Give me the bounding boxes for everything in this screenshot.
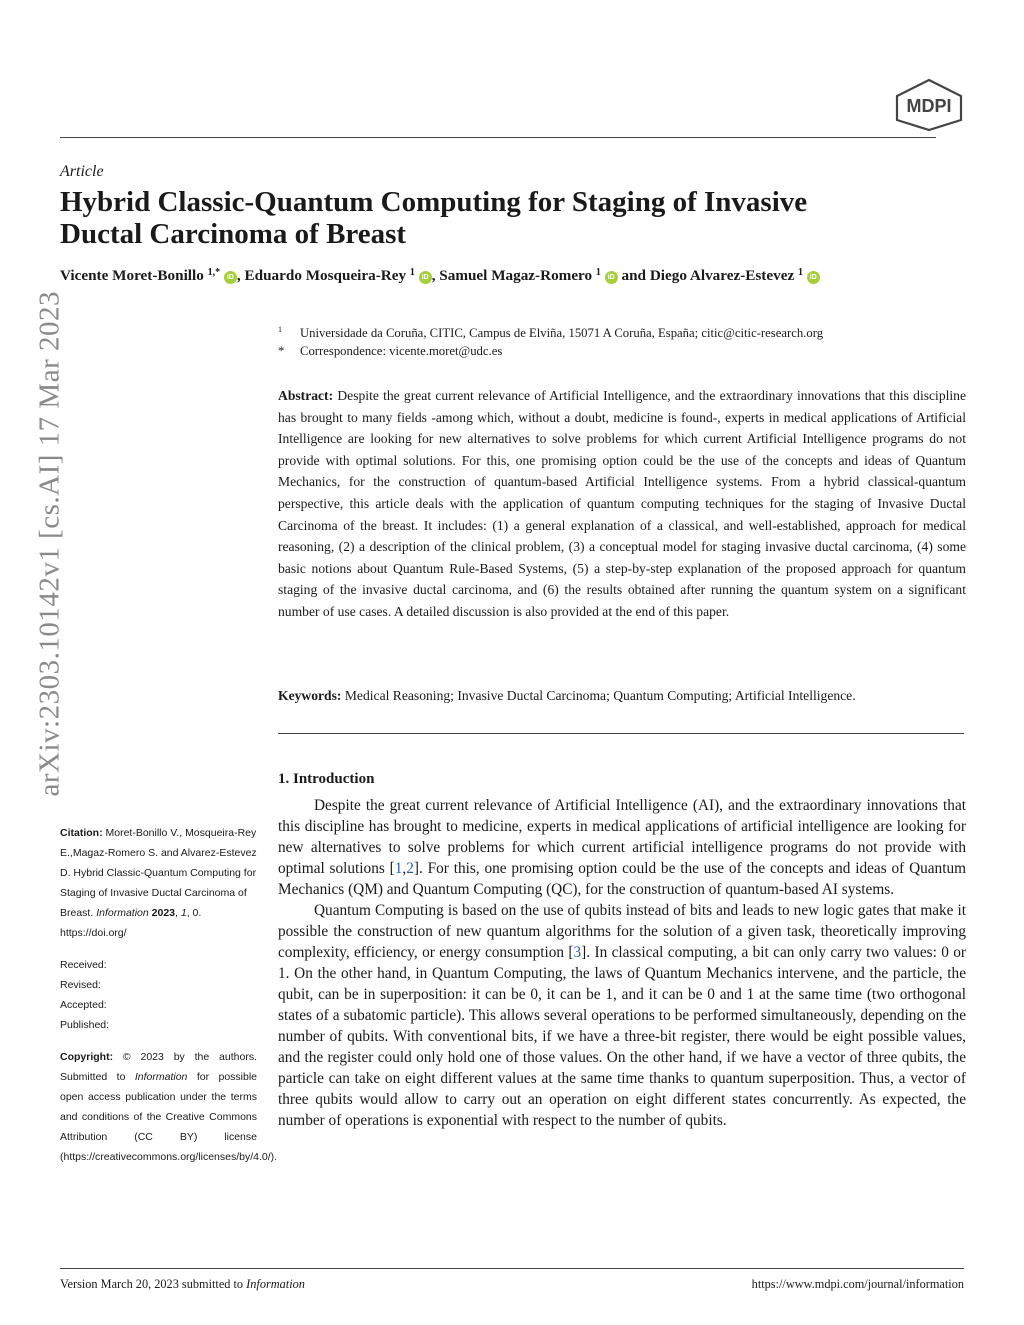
keywords-text: Medical Reasoning; Invasive Ductal Carcinoma; Quantum Computing; Artificial Intelligence. [344, 688, 856, 703]
author-and: and [617, 267, 650, 284]
copyright-journal: Information [134, 1071, 188, 1083]
paragraph [278, 900, 966, 1131]
abstract-label: Abstract: [278, 388, 334, 403]
abstract [278, 385, 966, 623]
paragraph [278, 795, 966, 900]
top-rule [60, 137, 936, 138]
citation-doi-link[interactable]: https://doi.org/ [60, 927, 127, 939]
correspondence-mark: * [278, 344, 285, 358]
citation-block: Citation: Moret-Bonillo V., Mosqueira-Rey E.,Magaz-Romero S. and Alvarez-Estevez D. Hybrid Classic-Quantum Computing for Staging of Invasive Ductal Carcinoma of Breast. Information 2023, 1, 0. https://doi.org/ [60, 827, 257, 939]
author-name: Vicente Moret-Bonillo [60, 267, 204, 284]
arxiv-stamp: arXiv:2303.10142v1 [cs.AI] 17 Mar 2023 [33, 291, 66, 797]
orcid-icon[interactable]: iD [224, 271, 237, 284]
title-line-1: Hybrid Classic-Quantum Computing for Staging of Invasive [60, 186, 808, 218]
citation-text: Moret-Bonillo V., Mosqueira-Rey E.,Magaz-Romero S. and Alvarez-Estevez D. Hybrid Classic-Quantum Computing for Staging of Invasive Ductal Carcinoma of Breast. [60, 827, 257, 919]
title-line-2: Ductal Carcinoma of Breast [60, 218, 407, 250]
citation-page: 0. [192, 907, 202, 919]
affiliation-mark: 1 [278, 325, 282, 334]
affiliation-text: Universidade da Coruña, CITIC, Campus de Elviña, 15071 A Coruña, España; citic@citic-research.org [300, 326, 824, 341]
citation-volume: 1 [180, 907, 187, 919]
citation-link[interactable]: 3 [573, 944, 582, 961]
paper-title [60, 186, 960, 250]
orcid-icon[interactable]: iD [419, 271, 432, 284]
citation-link[interactable]: 1 [394, 860, 403, 877]
mdpi-logo-text: MDPI [906, 96, 952, 116]
author-list [60, 267, 980, 285]
footer-rule [60, 1268, 964, 1269]
abstract-rule [278, 733, 964, 734]
author-name: Samuel Magaz-Romero [439, 267, 593, 284]
author-separator: , [431, 267, 440, 284]
orcid-icon[interactable]: iD [605, 271, 618, 284]
keywords [278, 688, 978, 704]
published-label: Published: [60, 1019, 110, 1031]
correspondence-text: Correspondence: vicente.moret@udc.es [300, 344, 503, 358]
revised-label: Revised: [60, 979, 101, 991]
abstract-text: Despite the great current relevance of Artificial Intelligence, and the extraordinary innovations that this discipline has brought to many fields -among which, without a doubt, medicine is found-, experts in medical applications of Artificial Intelligence are looking for new alternatives to solve problems for which current Artificial Intelligence programs do not provide with optimal solutions. For this, one promising option could be the use of the concepts and ideas of Quantum Mechanics, for the construction of quantum-based Artificial Intelligence systems. From a hybrid classical-quantum perspective, this article deals with the application of quantum computing techniques for the staging of Invasive Ductal Carcinoma of the breast. It includes: (1) a general explanation of a classical, and well-established, approach for medical reasoning, (2) a description of the clinical problem, (3) a conceptual model for staging invasive ductal carcinoma, (4) some basic notions about Quantum Rule-Based Systems, (5) a step-by-step explanation of the proposed approach for quantum staging of the invasive ductal carcinoma, and (6) the results obtained after running the quantum system on a significant number of use cases. A detailed discussion is also provided at the end of this paper. [278, 388, 967, 619]
author-affiliation-mark: 1 [797, 267, 803, 278]
citation-journal: Information [96, 907, 149, 919]
footer-journal: Information [246, 1277, 305, 1291]
keywords-label: Keywords: [278, 688, 342, 703]
citation-year: 2023 [151, 907, 175, 919]
paragraph-text: ]. For this, one promising option could be the use of the concepts and ideas of Quantum Mechanics (QM) and Quantum Computing (QC), for the construction of quantum-based AI systems. [278, 860, 966, 898]
paragraph-text: Quantum Computing is based on the use of qubits instead of bits and leads to new logic gates that make it possible the construction of new quantum algorithms for the solution of a given task, theoretically improving complexity, efficiency, or energy consumption [ [278, 902, 966, 961]
author-separator: , [236, 267, 245, 284]
author-affiliation-mark: 1 [595, 267, 601, 278]
copyright-block [60, 1047, 278, 1167]
received-label: Received: [60, 959, 107, 971]
citation-label: Citation: [60, 827, 103, 839]
copyright-license-text: for possible open access publication under the terms and conditions of the Creative Commons Attribution (CC BY) license (https://creativecommons.org/licenses/by/4.0/). [60, 1071, 278, 1163]
paragraph-text: Despite the great current relevance of Artificial Intelligence (AI), and the extraordinary innovations that this discipline has brought to medicine, experts in medical applications of artificial intelligence are looking for new alternatives to solve problems for which current artificial intelligence programs do not provide with optimal solutions [ [278, 797, 966, 877]
correspondence [278, 344, 502, 359]
introduction-body [278, 795, 966, 1131]
footer-journal-url[interactable]: https://www.mdpi.com/journal/information [751, 1277, 964, 1291]
footer-version [60, 1277, 305, 1292]
dates-block [60, 955, 257, 1035]
section-heading-introduction: 1. Introduction [278, 771, 375, 787]
copyright-text: © 2023 by the authors. Submitted to [60, 1051, 257, 1083]
author-name: Diego Alvarez-Estevez [649, 267, 795, 284]
footer-version-text: Version March 20, 2023 submitted to [60, 1277, 244, 1291]
accepted-label: Accepted: [60, 999, 107, 1011]
mdpi-logo [893, 78, 965, 132]
affiliation-1 [278, 325, 823, 341]
author-name: Eduardo Mosqueira-Rey [244, 267, 407, 284]
citation-separator: , [402, 860, 407, 877]
author-affiliation-mark: 1 [409, 267, 415, 278]
article-type: Article [60, 163, 104, 180]
citation-link[interactable]: 2 [406, 860, 414, 877]
copyright-label: Copyright: [60, 1051, 114, 1063]
orcid-icon[interactable]: iD [807, 271, 820, 284]
paragraph-text: ]. In classical computing, a bit can only carry two values: 0 or 1. On the other hand, in Quantum Computing, the laws of Quantum Mechanics intervene, and the particle, the qubit, can be in superposition: it can be 0, it can be 1, and it can be 0 and 1 at the same time (two orthogonal states of a subatomic particle). This allows several operations to be performed simultaneously, depending on the number of qubits. With conventional bits, if we have a three-bit register, there would be eight possible values, and the register could only hold one of those values. On the other hand, if we have a vector of three qubits, the particle can take on eight different values at the same time thanks to quantum superposition. Thus, a vector of three qubits would allow to carry out an operation on eight different states concurrently. As expected, the number of operations is exponential with respect to the number of qubits. [278, 944, 967, 1129]
author-affiliation-mark: 1,* [207, 267, 221, 278]
sidebar-info [60, 823, 278, 1167]
